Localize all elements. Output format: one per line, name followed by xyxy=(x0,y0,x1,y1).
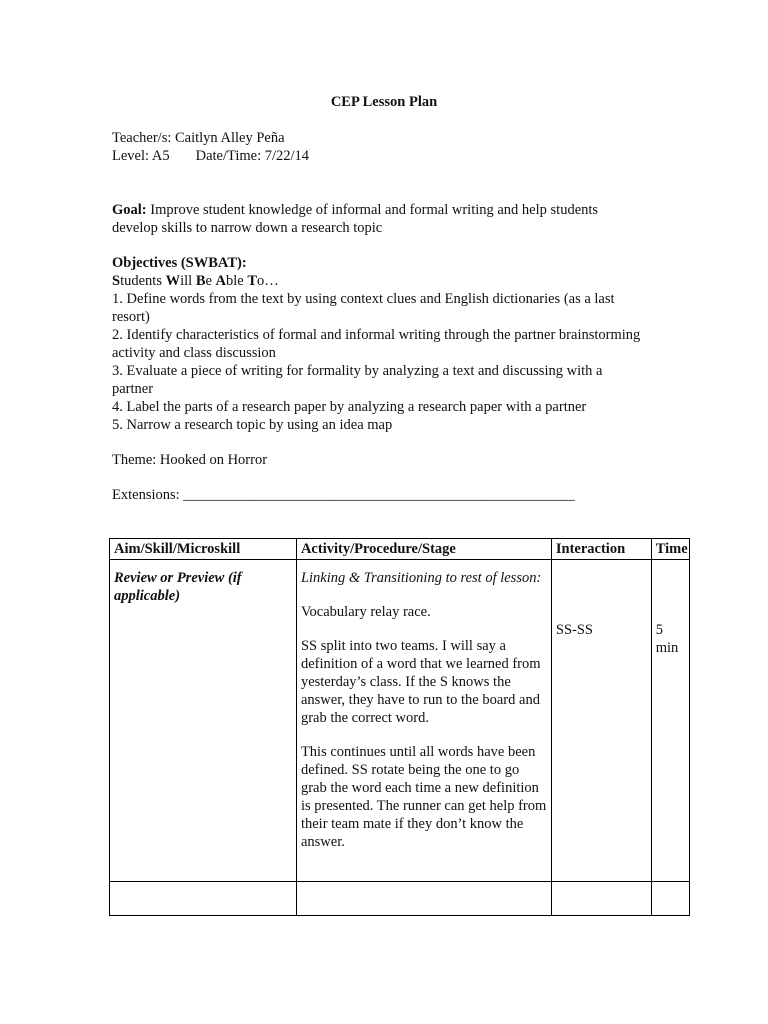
goal-paragraph xyxy=(112,201,642,237)
swbat-letter-b: B xyxy=(195,273,206,289)
swbat-word-students: tudents xyxy=(120,273,166,289)
activity-cell xyxy=(296,560,551,882)
swbat-word-to: o… xyxy=(257,273,279,289)
time-text: 5 min xyxy=(655,622,679,657)
header-aim: Aim/Skill/Microskill xyxy=(110,539,297,560)
extensions-line: Extensions: ______________________________________________________ xyxy=(112,487,575,503)
interaction-cell xyxy=(551,560,651,882)
time-cell xyxy=(651,881,689,915)
aim-text: Review or Preview (if applicable) xyxy=(114,570,242,605)
aim-cell xyxy=(110,881,297,915)
table-row xyxy=(110,560,690,882)
activity-cell xyxy=(296,881,551,915)
activity-paragraph: SS split into two teams. I will say a definition of a word that we learned from yesterday’s class. If the S knows the answer, they have to run to the board and grab the correct word. xyxy=(300,638,541,727)
activity-heading: Linking & Transitioning to rest of lesson: xyxy=(300,570,542,587)
theme-line: Theme: Hooked on Horror xyxy=(112,452,268,468)
interaction-cell xyxy=(551,881,651,915)
swbat-letter-s: S xyxy=(112,273,121,289)
aim-cell xyxy=(110,560,297,882)
objectives-list xyxy=(112,290,642,434)
goal-label: Goal: xyxy=(112,202,147,218)
objective-item: 5. Narrow a research topic by using an idea map xyxy=(112,417,393,433)
objective-item: 2. Identify characteristics of formal and informal writing through the partner brainstorming activity and class discussion xyxy=(112,327,641,361)
teacher-line: Teacher/s: Caitlyn Alley Peña xyxy=(112,130,285,146)
activity-paragraph: This continues until all words have been defined. SS rotate being the one to go grab the word each time a new definition is presented. The runner can get help from their team mate if they don’t know the answer. xyxy=(300,744,547,851)
header-time: Time xyxy=(651,539,689,560)
swbat-letter-w: W xyxy=(165,273,181,289)
swbat-word-able: ble xyxy=(226,273,248,289)
document-title: CEP Lesson Plan xyxy=(330,94,438,110)
objectives-heading: Objectives (SWBAT): xyxy=(112,255,247,271)
interaction-text: SS-SS xyxy=(555,622,593,639)
level-text: Level: A5 xyxy=(112,148,170,164)
swbat-word-be: e xyxy=(205,273,216,289)
objective-item: 3. Evaluate a piece of writing for formality by analyzing a text and discussing with a partner xyxy=(112,363,603,397)
swbat-word-will: ill xyxy=(180,273,196,289)
table-header-row xyxy=(110,539,690,560)
datetime-text: Date/Time: 7/22/14 xyxy=(195,148,310,164)
activity-paragraph: Vocabulary relay race. xyxy=(300,604,431,621)
level-date-line xyxy=(112,147,309,165)
header-activity: Activity/Procedure/Stage xyxy=(296,539,551,560)
swbat-letter-t: T xyxy=(247,273,258,289)
swbat-letter-a: A xyxy=(215,273,227,289)
objective-item: 4. Label the parts of a research paper by analyzing a research paper with a partner xyxy=(112,399,587,415)
objective-item: 1. Define words from the text by using context clues and English dictionaries (as a last resort) xyxy=(112,291,615,325)
lesson-plan-table xyxy=(109,538,690,916)
table-row xyxy=(110,881,690,915)
time-cell xyxy=(651,560,689,882)
header-interaction: Interaction xyxy=(551,539,651,560)
goal-text: Improve student knowledge of informal and formal writing and help students develop skills to narrow down a research topic xyxy=(112,202,599,236)
swbat-line xyxy=(112,272,279,290)
